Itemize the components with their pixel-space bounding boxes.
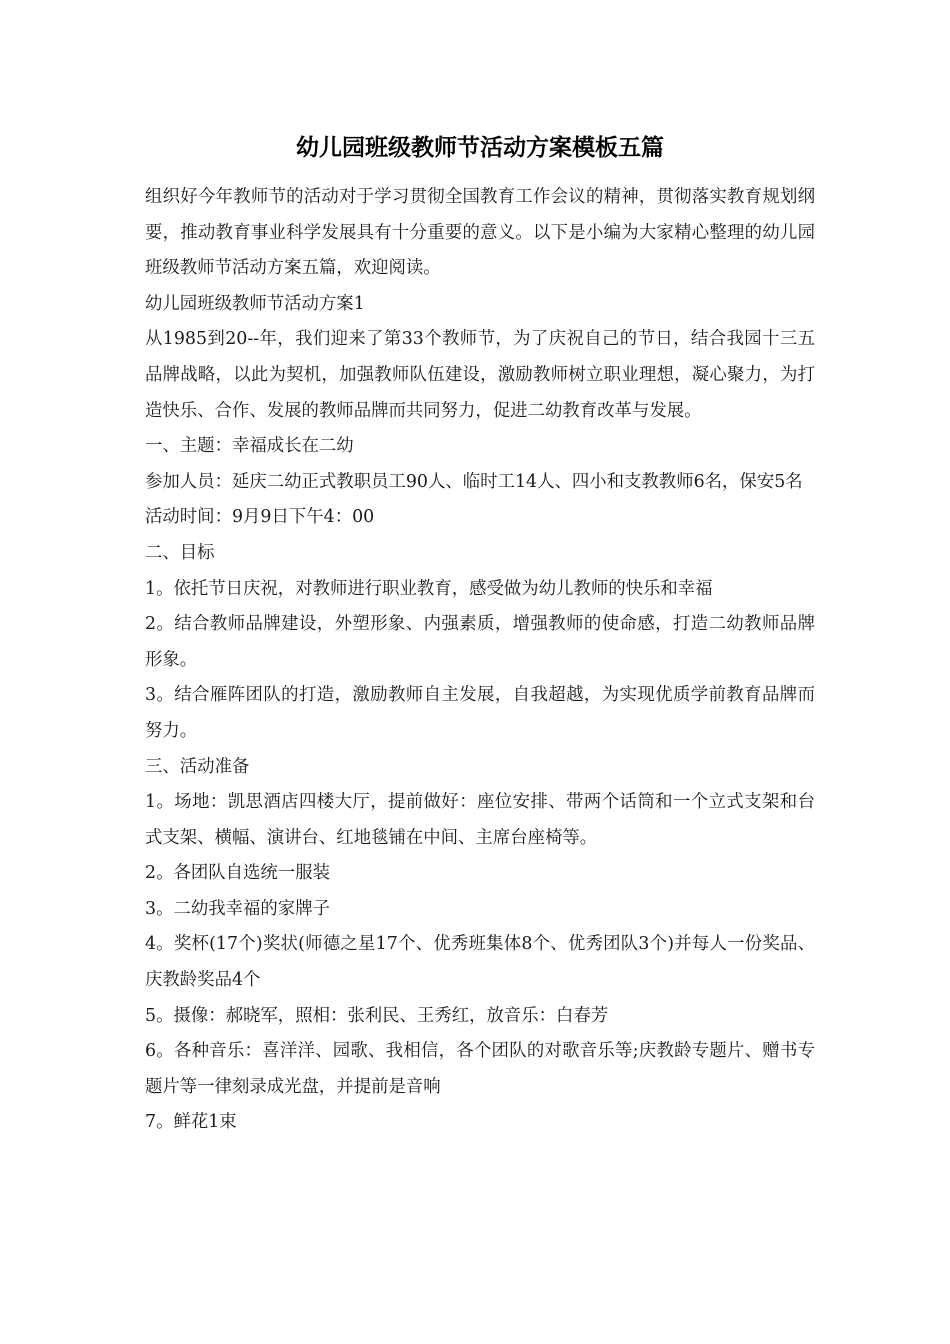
list-item: 4。奖杯(17个)奖状(师德之星17个、优秀班集体8个、优秀团队3个)并每人一份奖品、庆教龄奖品4个	[145, 934, 815, 991]
section-heading-goals: 二、目标	[145, 542, 215, 563]
document-title: 幼儿园班级教师节活动方案模板五篇	[296, 135, 664, 161]
section-heading-plan-1: 幼儿园班级教师节活动方案1	[145, 293, 365, 314]
list-item: 2。各团队自选统一服装	[145, 863, 330, 884]
body-paragraph: 从1985到20--年，我们迎来了第33个教师节，为了庆祝自己的节日，结合我园十三五品牌战略，以此为契机，加强教师队伍建设，激励教师树立职业理想，凝心聚力，为打造快乐、合作、发展的教师品牌而共同努力，促进二幼教育改革与发展。	[145, 329, 815, 421]
section-heading-preparation: 三、活动准备	[145, 756, 250, 777]
list-item: 3。结合雁阵团队的打造，激励教师自主发展，自我超越，为实现优质学前教育品牌而努力。	[145, 685, 815, 741]
section-heading-theme: 一、主题：幸福成长在二幼	[145, 436, 354, 457]
list-item: 7。鲜花1束	[145, 1112, 237, 1133]
list-item: 3。二幼我幸福的家牌子	[145, 898, 330, 919]
list-item: 1。场地：凯思酒店四楼大厅，提前做好：座位安排、带两个话筒和一个立式支架和台式支架、横幅、演讲台、红地毯铺在中间、主席台座椅等。	[145, 792, 815, 848]
activity-time-line: 活动时间：9月9日下午4：00	[145, 507, 375, 528]
document-page	[145, 128, 815, 1141]
list-item: 6。各种音乐：喜洋洋、园歌、我相信，各个团队的对歌音乐等;庆教龄专题片、赠书专题片等一律刻录成光盘，并提前是音响	[145, 1041, 815, 1097]
list-item: 2。结合教师品牌建设，外塑形象、内强素质，增强教师的使命感，打造二幼教师品牌形象。	[145, 614, 815, 670]
document-body	[145, 180, 815, 1141]
list-item: 1。依托节日庆祝，对教师进行职业教育，感受做为幼儿教师的快乐和幸福	[145, 578, 713, 599]
list-item: 5。摄像：郝晓军，照相：张利民、王秀红，放音乐：白春芳	[145, 1005, 609, 1026]
participants-line: 参加人员：延庆二幼正式教职员工90人、临时工14人、四小和支教教师6名，保安5名	[145, 471, 803, 492]
intro-paragraph: 组织好今年教师节的活动对于学习贯彻全国教育工作会议的精神，贯彻落实教育规划纲要，推动教育事业科学发展具有十分重要的意义。以下是小编为大家精心整理的幼儿园班级教师节活动方案五篇，欢迎阅读。	[145, 187, 815, 279]
